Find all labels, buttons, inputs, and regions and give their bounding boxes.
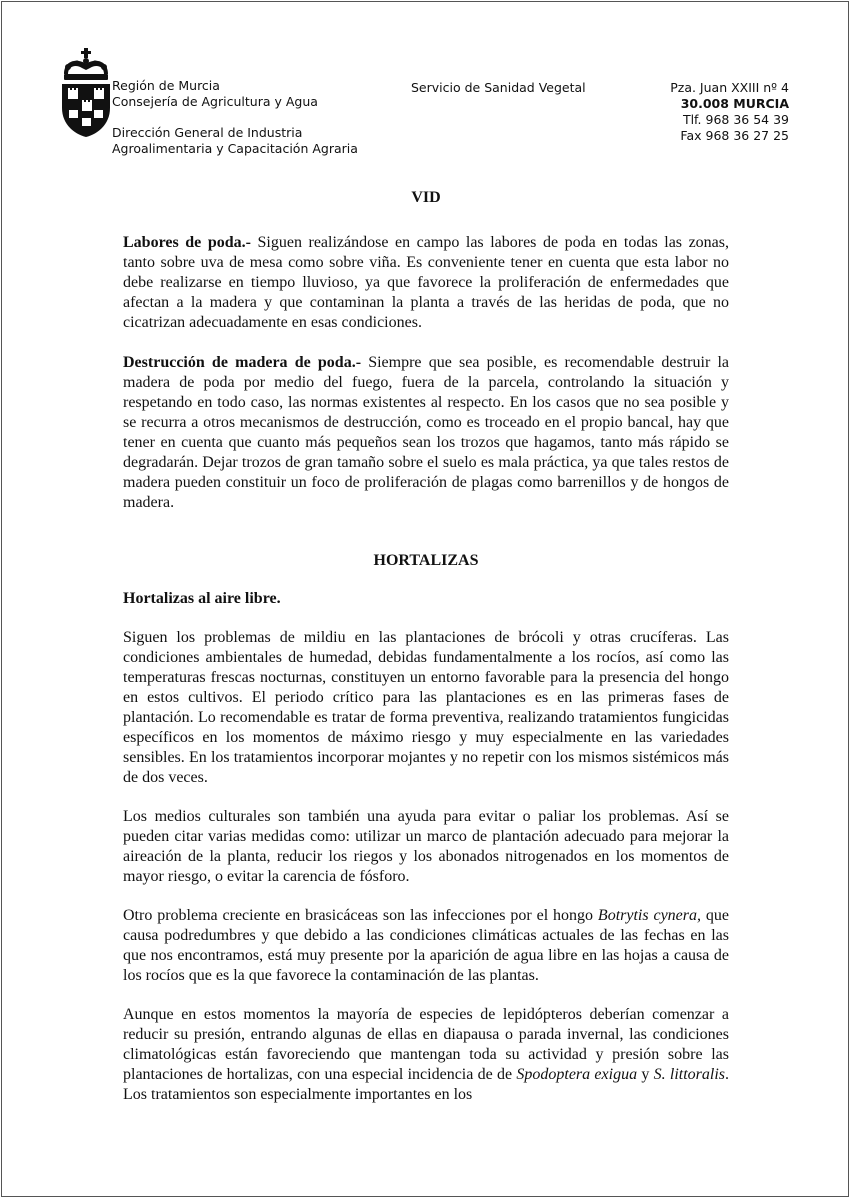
crown-icon	[64, 48, 108, 80]
paragraph-lepidopteros: Aunque en estos momentos la mayoría de especies de lepidópteros deberían comenzar a reducir su presión, entrando algunas de ellas en diapausa o parada invernal, las condiciones climatológicas están favoreciendo que mantengan toda su actividad y presión sobre las plantaciones de hortalizas, con una especial incidencia de de Spodoptera exigua y S. littoralis. Los tratamientos son especialmente importantes en los	[123, 1006, 730, 1103]
directorate-line-2: Agroalimentaria y Capacitación Agraria	[112, 141, 358, 156]
paragraph-destruccion-madera: Destrucción de madera de poda.- Siempre que sea posible, es recomendable destruir la madera de poda por medio del fuego, fuera de la parcela, controlando la situación y respetando en todo caso, las normas existentes al respecto. En los casos que no sea posible y se recurra a otros mecanismos de destrucción, como es troceado en el propio bancal, hay que tener en cuenta que cuanto más pequeños sean los trozos que hagamos, tanto más rápido se degradarán. Dejar trozos de gran tamaño sobre el suelo es mala práctica, ya que tales restos de madera pueden constituir un foco de proliferación de plagas como barrenillos y de hongos de madera.	[123, 354, 730, 511]
paragraph-labores-poda: Labores de poda.- Siguen realizándose en campo las labores de poda en todas las zonas, tanto sobre uva de mesa como sobre viña. Es conveniente tener en cuenta que esta labor no debe realizarse en tiempo lluvioso, ya que favorece la proliferación de enfermedades que afectan a la madera y que contaminan la planta a través de las heridas de poda, que no cicatrizan adecuadamente en esas condiciones.	[123, 234, 730, 331]
paragraph-mildiu: Siguen los problemas de mildiu en las plantaciones de brócoli y otras crucíferas. Las condiciones ambientales de humedad, debidas fundamentalmente a los rocíos, así como las temperaturas frescas nocturnas, constituyen un entorno favorable para la presencia del hongo en estos cultivos. El periodo crítico para las plantaciones es en las primeras fases de plantación. Lo recomendable es tratar de forma preventiva, realizando tratamientos fungicidas específicos en los momentos de máximo riesgo y muy especialmente en las variedades sensibles. En los tratamientos incorporar mojantes y no repetir con los mismos sistémicos más de dos veces.	[123, 629, 729, 786]
address-city: 30.008 MURCIA	[680, 96, 789, 111]
address-fax: Fax 968 36 27 25	[680, 128, 789, 143]
section-title-hortalizas: HORTALIZAS	[373, 552, 479, 569]
address-street: Pza. Juan XXIII nº 4	[670, 80, 789, 95]
address-phone: Tlf. 968 36 54 39	[682, 112, 789, 127]
paragraph-medios-culturales: Los medios culturales son también una ayuda para evitar o paliar los problemas. Así se pueden citar varias medidas como: utilizar un marco de plantación adecuado para mejorar la aireación de la planta, reducir los riegos y los abonados nitrogenados en los momentos de mayor riesgo, o evitar la carencia de fósforo.	[123, 808, 729, 885]
region-name: Región de Murcia	[112, 78, 220, 93]
address-block	[670, 80, 789, 144]
subheading-aire-libre: Hortalizas al aire libre.	[123, 590, 281, 607]
ministry-name: Consejería de Agricultura y Agua	[112, 94, 318, 109]
species-s-littoralis: S. littoralis	[653, 1066, 726, 1083]
document-body	[123, 188, 729, 1105]
region-coat-of-arms-logo	[60, 46, 112, 138]
section-title-vid: VID	[411, 189, 441, 206]
directorate-block	[112, 125, 358, 157]
species-botrytis: Botrytis cynera,	[597, 907, 702, 924]
paragraph-botrytis: Otro problema creciente en brasicáceas son las infecciones por el hongo Botrytis cynera, que causa podredumbres y que debido a las condiciones climáticas actuales de las fechas en las que nos encontramos, está muy presente por la aparición de agua libre en las hojas a causa de los rocíos que es la que favorece la contaminación de las plantas.	[123, 907, 730, 984]
directorate-line-1: Dirección General de Industria	[112, 125, 303, 140]
service-name: Servicio de Sanidad Vegetal	[411, 80, 586, 95]
species-spodoptera-exigua: Spodoptera exigua	[516, 1066, 638, 1083]
lead-labores-poda: Labores de poda.-	[123, 234, 251, 251]
region-name-block	[112, 78, 318, 110]
lead-destruccion-madera: Destrucción de madera de poda.-	[123, 354, 362, 371]
